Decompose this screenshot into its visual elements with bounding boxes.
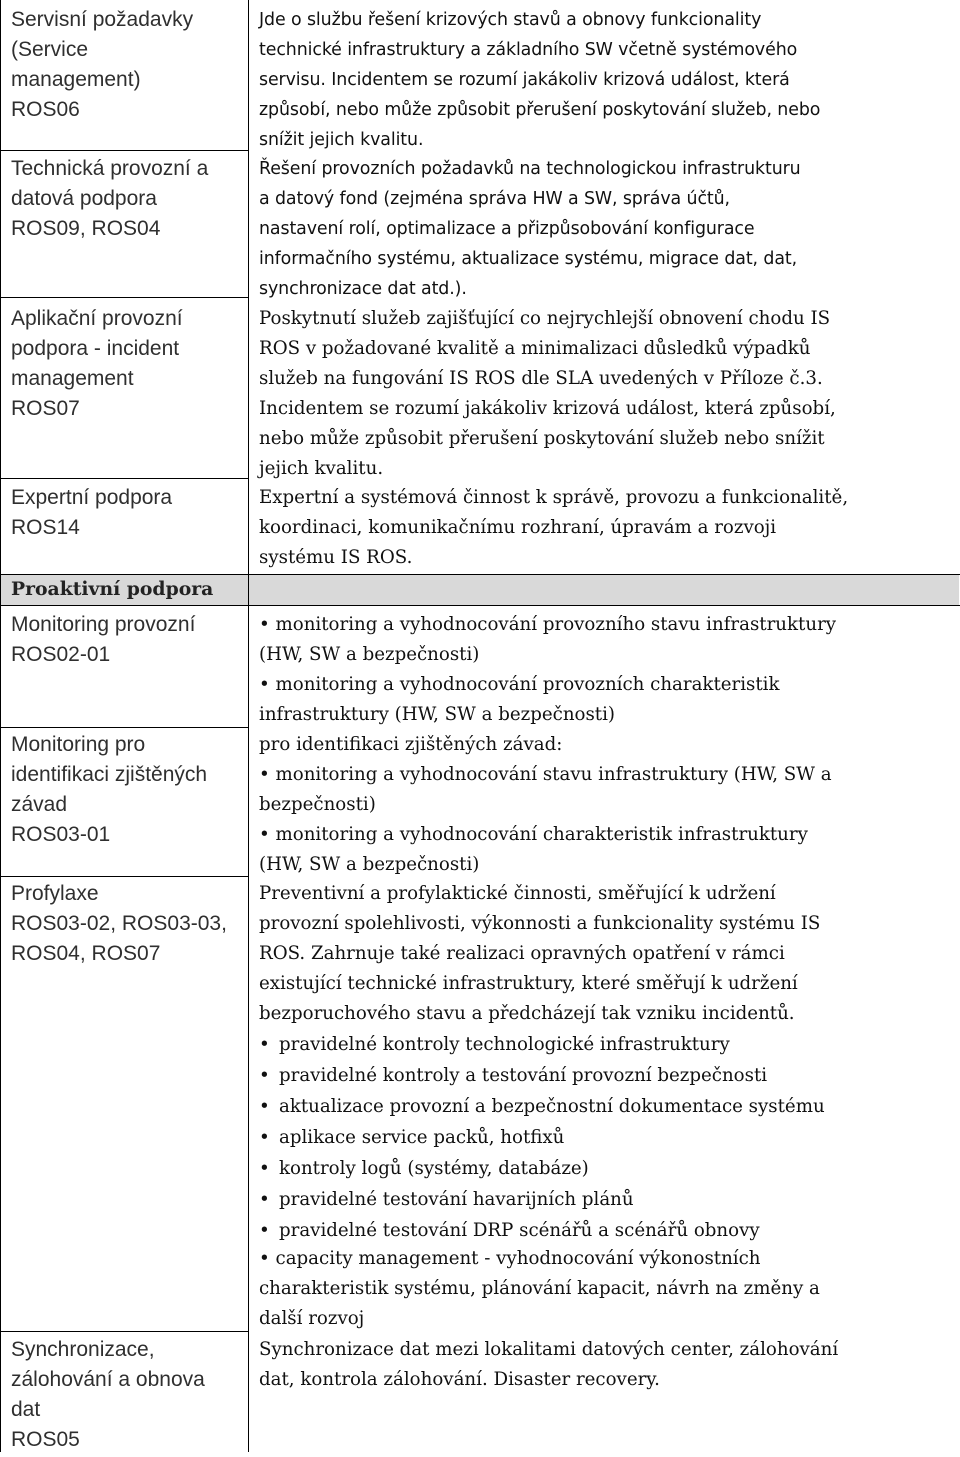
row-divider [0, 297, 249, 298]
row-text-monitoring-provozni: • monitoring a vyhodnocování provozního stavu infrastruktury (HW, SW a bezpečnosti) • monitoring a vyhodnocování provozních charakteristik infrastruktury (HW, SW a bezpečnosti) [259, 614, 837, 725]
list-item: • aplikace service packů, hotfixů [259, 1122, 957, 1153]
bullet-icon: • [259, 1189, 270, 1210]
list-item: • aktualizace provozní a bezpečnostní dokumentace systému [259, 1091, 957, 1122]
bullet-icon: • [259, 1127, 270, 1148]
column-divider [248, 0, 249, 1452]
bullet-icon: • [259, 1096, 270, 1117]
row-text-expertni-podpora: Expertní a systémová činnost k správě, provozu a funkcionalitě, koordinaci, komunikačnímu rozhraní, úpravám a rozvoji systému IS ROS. [259, 487, 849, 568]
row-divider [0, 150, 249, 151]
row-divider [0, 727, 249, 728]
bullet-icon: • [259, 1065, 270, 1086]
profylaxe-bullet-list [259, 1029, 957, 1246]
row-text-aplikacni-podpora: Poskytnutí služeb zajišťující co nejrychlejší obnovení chodu IS ROS v požadované kvalitě a minimalizaci důsledků výpadků služeb na fungování IS ROS dle SLA uvedených v Příloze č.3. Incidentem se rozumí jakákoliv krizová událost, která způsobí, nebo může způsobit přerušení poskytování služeb nebo snížit jejich kvalitu. [259, 308, 836, 479]
row-divider [0, 1331, 249, 1332]
list-item: • kontroly logů (systémy, databáze) [259, 1153, 957, 1184]
row-label-aplikacni-podpora: Aplikační provozní podpora - incident management ROS07 [11, 307, 183, 420]
list-item: • pravidelné kontroly a testování provozní bezpečnosti [259, 1060, 957, 1091]
bullet-icon: • [259, 1158, 270, 1179]
row-label-technicka-podpora: Technická provozní a datová podpora ROS09, ROS04 [11, 157, 209, 240]
row-divider [0, 478, 249, 479]
list-item: • pravidelné testování DRP scénářů a scénářů obnovy [259, 1215, 957, 1246]
row-label-synchronizace: Synchronizace, zálohování a obnova dat ROS05 [11, 1338, 205, 1451]
row-label-profylaxe: Profylaxe ROS03-02, ROS03-03, ROS04, ROS07 [11, 882, 227, 965]
profylaxe-capacity-item: • capacity management - vyhodnocování výkonostních charakteristik systému, plánování kapacit, návrh na změny a další rozvoj [259, 1248, 820, 1329]
table-left-border [0, 0, 1, 1452]
row-text-monitoring-zavad: pro identifikaci zjištěných závad: • monitoring a vyhodnocování stavu infrastruktury (HW, SW a bezpečnosti) • monitoring a vyhodnocování charakteristik infrastruktury (HW, SW a bezpečnosti) [259, 734, 832, 875]
bullet-icon: • [259, 1220, 270, 1241]
row-label-servisni-pozadavky: Servisní požadavky (Service management) ROS06 [11, 8, 194, 121]
row-text-profylaxe: Preventivní a profylaktické činnosti, směřující k udržení provozní spolehlivosti, výkonnosti a funkcionality systému IS ROS. Zahrnuje také realizaci opravných opatření v rámci existující technické infrastruktury, které směřují k udržení bezporuchového stavu a předcházejí tak vzniku incidentů. [259, 883, 821, 1024]
row-text-servisni-pozadavky: Jde o službu řešení krizových stavů a obnovy funkcionality technické infrastruktury a základního SW včetně systémového servisu. Incidentem se rozumí jakákoliv krizová událost, která způsobí, nebo může způsobit přerušení poskytování služeb, nebo snížit jejich kvalitu. [259, 10, 821, 150]
row-label-monitoring-provozni: Monitoring provozní ROS02-01 [11, 613, 196, 666]
row-label-expertni-podpora: Expertní podpora ROS14 [11, 486, 173, 539]
row-text-synchronizace: Synchronizace dat mezi lokalitami datových center, zálohování dat, kontrola zálohování. Disaster recovery. [259, 1339, 839, 1390]
list-item: • pravidelné testování havarijních plánů [259, 1184, 957, 1215]
list-item: • pravidelné kontroly technologické infrastruktury [259, 1029, 957, 1060]
section-divider-bottom [0, 605, 960, 606]
row-divider [0, 876, 249, 877]
row-label-monitoring-zavad: Monitoring pro identifikaci zjištěných závad ROS03-01 [11, 733, 208, 846]
row-text-technicka-podpora: Řešení provozních požadavků na technologickou infrastrukturu a datový fond (zejména správa HW a SW, správa účtů, nastavení rolí, optimalizace a přizpůsobování konfigurace informačního systému, aktualizace systému, migrace dat, dat, synchronizace dat atd.). [259, 159, 801, 299]
bullet-icon: • [259, 1034, 270, 1055]
section-title: Proaktivní podpora [11, 578, 214, 600]
